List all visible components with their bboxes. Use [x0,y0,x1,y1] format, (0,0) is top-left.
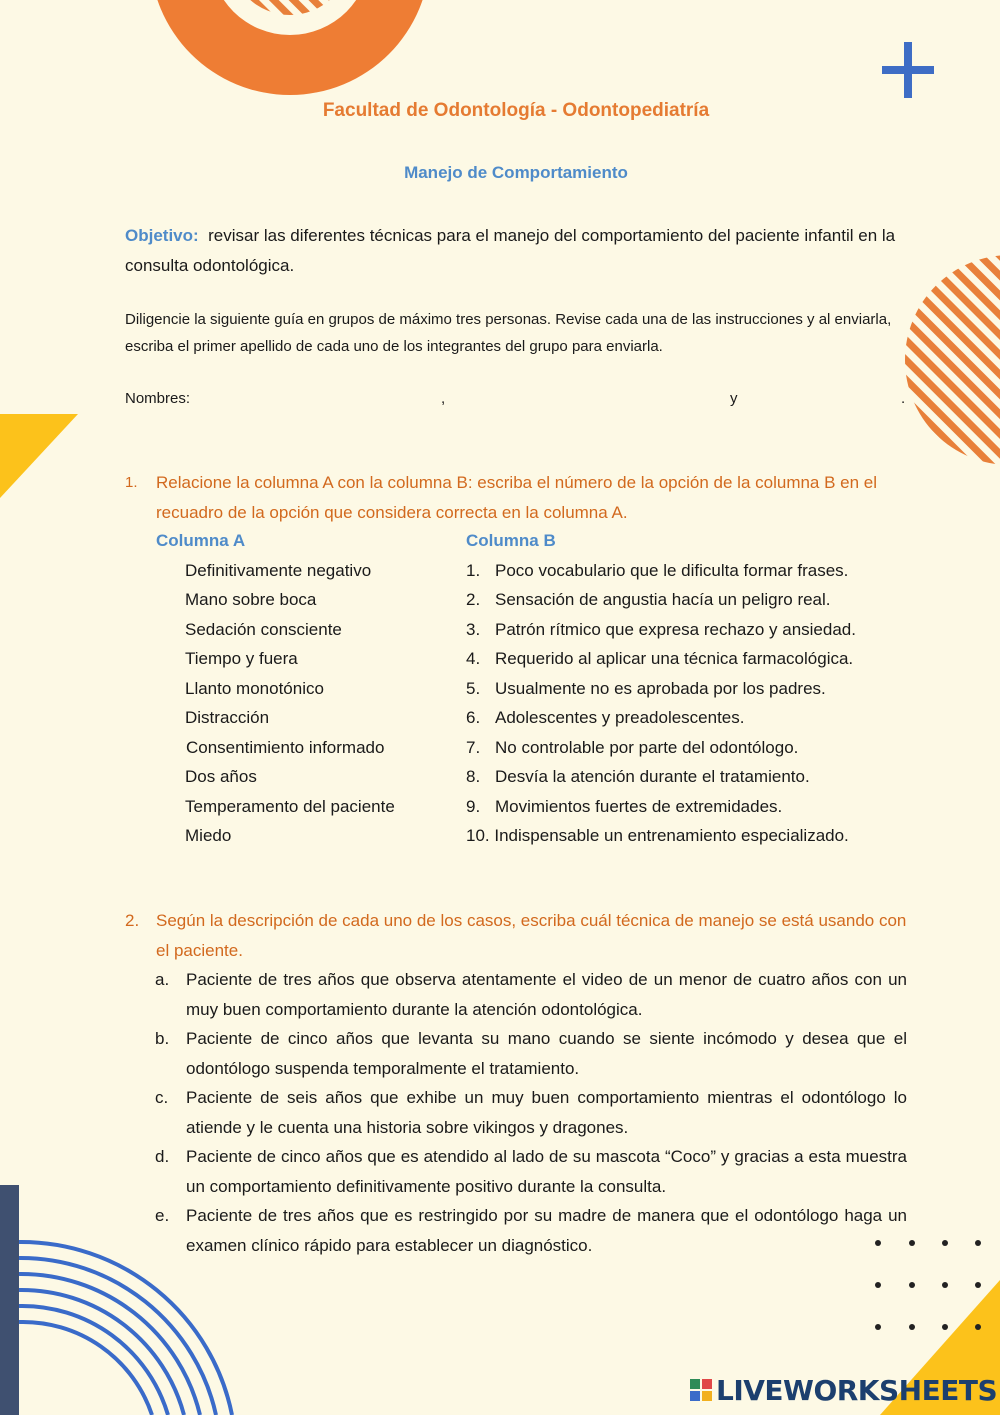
column-a-item[interactable]: Tiempo y fuera [185,649,298,668]
page-title: Facultad de Odontología - Odontopediatría [322,100,710,121]
question-2-number: 2. [125,911,140,930]
case-text: Paciente de cinco años que es atendido al lado de su mascota “Coco” y gracias a esta muestra un comportamiento definitivamente positivo durante la consulta. [186,1147,907,1196]
column-b-item [466,708,745,728]
column-b-number: 5. [466,679,481,698]
plus-icon [882,42,934,98]
column-b-number: 3. [466,620,481,639]
case-text: Paciente de cinco años que levanta su mano cuando se siente incómodo y desea que el odontólogo suspenda temporalmente el tratamiento. [186,1029,907,1078]
question-2-text: Según la descripción de cada uno de los casos, escriba cuál técnica de manejo se está usando con el paciente. [156,911,907,960]
name-input-3[interactable] [743,390,902,412]
column-b-number: 6. [466,708,481,727]
case-letter: a. [155,970,170,989]
column-b-item [466,561,848,581]
liveworksheets-wordmark: LIVEWORKSHEETS [716,1374,998,1407]
names-label: Nombres: [125,390,191,407]
column-b-item [466,620,856,640]
objective-label: Objetivo: [125,226,199,245]
question-2-prompt [125,906,910,965]
objective-paragraph [125,221,910,281]
instructions-paragraph: Diligencie la siguiente guía en grupos de máximo tres personas. Revise cada una de las instrucciones y al enviarla, escriba el primer apellido de cada uno de los integrantes del grupo para enviarla. [125,311,892,355]
names-comma: , [441,390,446,407]
liveworksheets-logo[interactable] [690,1374,998,1408]
column-b-text: Adolescentes y preadolescentes. [495,708,745,727]
column-b-text: No controlable por parte del odontólogo. [495,738,799,757]
names-period: . [901,390,906,407]
case-item [155,1083,907,1142]
names-row [125,390,910,414]
column-b-item [466,679,826,699]
column-a-title: Columna A [156,531,246,550]
case-letter: e. [155,1206,170,1225]
column-b-item [466,649,853,669]
column-b-item [466,797,782,817]
column-a-item[interactable]: Consentimiento informado [186,738,385,757]
column-b-number: 8. [466,767,481,786]
case-item [155,1201,907,1260]
column-a-item[interactable]: Definitivamente negativo [185,561,372,580]
case-letter: b. [155,1029,170,1048]
question-1-prompt [125,468,910,527]
question-1-number: 1. [125,474,138,491]
column-b-text: Patrón rítmico que expresa rechazo y ansiedad. [495,620,856,639]
case-item [155,1024,907,1083]
case-text: Paciente de tres años que observa atentamente el video de un menor de cuatro años con un muy buen comportamiento durante la atención odontológica. [186,970,907,1019]
case-letter: d. [155,1147,170,1166]
liveworksheets-logo-icon [690,1379,712,1401]
column-a-item[interactable]: Sedación consciente [185,620,342,639]
column-a-item[interactable]: Distracción [185,708,270,727]
column-b-item [466,590,831,610]
column-b-text: Movimientos fuertes de extremidades. [495,797,783,816]
page-subtitle: Manejo de Comportamiento [404,163,628,182]
name-input-1[interactable] [205,390,439,412]
case-item [155,1142,907,1201]
objective-text: revisar las diferentes técnicas para el manejo del comportamiento del paciente infantil en la consulta odontológica. [125,226,896,275]
column-b-number: 2. [466,590,481,609]
column-b-item [466,738,798,758]
column-b-item [466,826,849,846]
case-text: Paciente de seis años que exhibe un muy buen comportamiento mientras el odontólogo lo atiende y le cuenta una historia sobre vikingos y dragones. [186,1088,907,1137]
column-b-number: 1. [466,561,481,580]
left-yellow-triangle-decoration [0,414,80,500]
column-a-item[interactable]: Miedo [185,826,232,845]
column-b-text: Desvía la atención durante el tratamiento. [495,767,810,786]
case-item [155,965,907,1024]
right-striped-circle-decoration [900,240,1000,480]
column-b-title: Columna B [466,531,556,550]
column-b-text: Indispensable un entrenamiento especializado. [494,826,849,845]
column-b-number: 10. [466,826,490,845]
column-b-text: Poco vocabulario que le dificulta formar frases. [495,561,849,580]
question-1-text: Relacione la columna A con la columna B: escriba el número de la opción de la columna B en el recuadro de la opción que considera correcta en la columna A. [156,473,878,522]
column-a-item[interactable]: Temperamento del paciente [185,797,395,816]
column-b-text: Usualmente no es aprobada por los padres. [495,679,826,698]
top-orange-ring [150,0,430,100]
column-a-item[interactable]: Dos años [185,767,257,786]
column-a-item[interactable]: Llanto monotónico [185,679,324,698]
column-b-number: 7. [466,738,481,757]
column-b-number: 9. [466,797,481,816]
name-input-2[interactable] [451,390,725,412]
case-text: Paciente de tres años que es restringido por su madre de manera que el odontólogo haga un examen clínico rápido para establecer un diagnóstico. [186,1206,907,1255]
case-letter: c. [155,1088,169,1107]
column-a-item[interactable]: Mano sobre boca [185,590,317,609]
column-b-text: Requerido al aplicar una técnica farmacológica. [495,649,854,668]
column-b-item [466,767,810,787]
column-b-text: Sensación de angustia hacía un peligro real. [495,590,831,609]
column-b-number: 4. [466,649,481,668]
names-and: y [730,390,738,407]
